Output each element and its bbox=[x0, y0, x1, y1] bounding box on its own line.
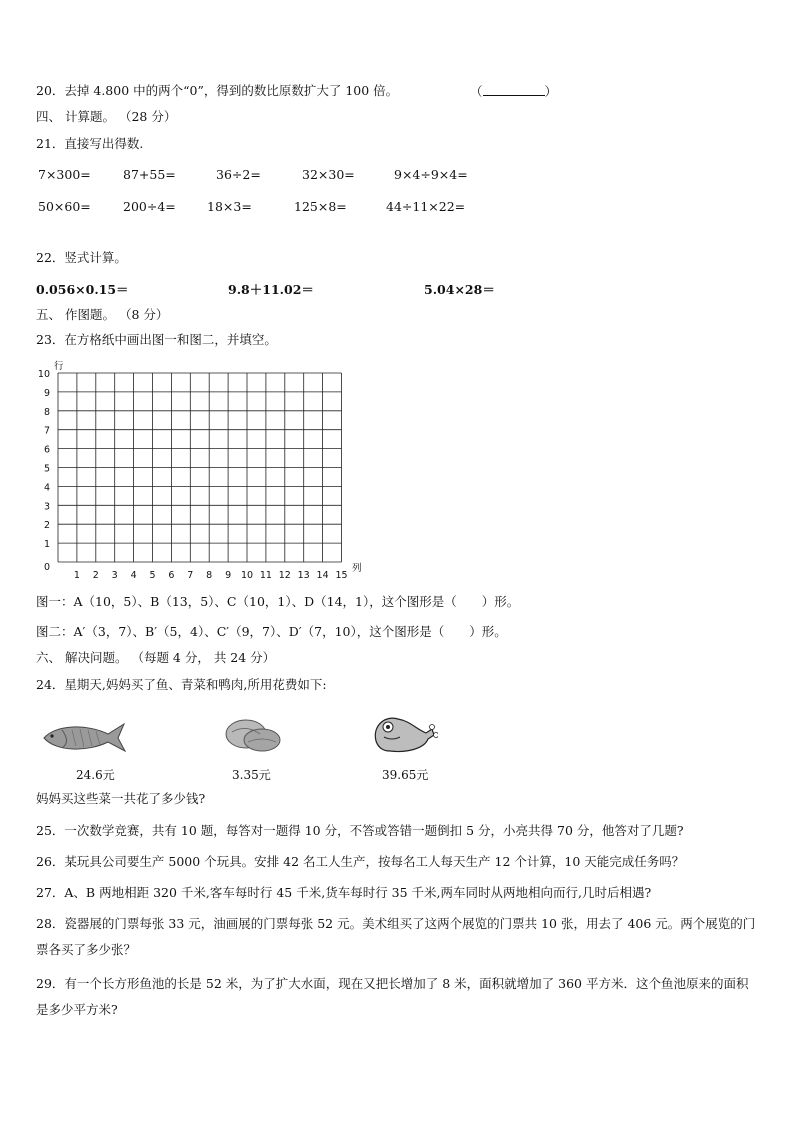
duck-price: 39.65元 bbox=[382, 768, 429, 782]
question-28: 28．瓷器展的门票每张 33 元，油画展的门票每张 52 元。美术组买了这两个展览的门票共 10 张，用去了 406 元。两个展览的门票各买了多少张？ bbox=[36, 916, 756, 957]
y-tick-label: 8 bbox=[43, 406, 50, 418]
x-tick-label: 13 bbox=[297, 570, 310, 578]
x-tick-label: 5 bbox=[149, 570, 156, 578]
question-20-text: 20．去掉 4.800 中的两个“0”，得到的数比原数扩大了 100 倍。 bbox=[36, 83, 399, 98]
calc-item: 50×60= bbox=[38, 199, 91, 214]
cabbage-icon bbox=[222, 712, 284, 754]
question-24-prompt: 24．星期天,妈妈买了鱼、青菜和鸭肉,所用花费如下: bbox=[36, 677, 327, 692]
question-22-prompt: 22．竖式计算。 bbox=[36, 250, 127, 265]
calc-item: 200÷4= bbox=[123, 199, 176, 214]
question-25: 25．一次数学竞赛，共有 10 题，每答对一题得 10 分，不答或答错一题倒扣 5 分，小亮共得 70 分，他答对了几题? bbox=[36, 823, 684, 838]
question-24-question: 妈妈买这些菜一共花了多少钱? bbox=[36, 791, 206, 806]
question-27: 27．A、B 两地相距 320 千米,客车每时行 45 千米,货车每时行 35 千米,两车同时从两地相向而行,几时后相遇? bbox=[36, 885, 652, 900]
question-23-prompt: 23．在方格纸中画出图一和图二，并填空。 bbox=[36, 332, 277, 347]
row-axis-label: 行 bbox=[54, 361, 64, 372]
x-tick-label: 3 bbox=[111, 570, 118, 578]
answer-blank-20[interactable]: （ ） bbox=[470, 84, 558, 99]
question-29: 29．有一个长方形鱼池的长是 52 米，为了扩大水面，现在又把长增加了 8 米，面积就增加了 360 平方米．这个鱼池原来的面积是多少平方米? bbox=[36, 976, 749, 1017]
figure-2-question: 图二：A′（3，7）、B′（5，4）、C′（9，7）、D′（7，10），这个图形是（ ）形。 bbox=[36, 624, 507, 639]
question-26: 26．某玩具公司要生产 5000 个玩具。安排 42 名工人生产，按每名工人每天生产 12 个计算，10 天能完成任务吗？ bbox=[36, 854, 685, 869]
calc-item: 87+55= bbox=[123, 167, 176, 182]
y-tick-label: 6 bbox=[43, 444, 50, 456]
calc-item: 7×300= bbox=[38, 167, 91, 182]
y-tick-labels bbox=[38, 369, 50, 573]
x-tick-label: 2 bbox=[92, 570, 99, 578]
x-tick-label: 11 bbox=[259, 570, 272, 578]
x-tick-label: 12 bbox=[278, 570, 291, 578]
fish-price: 24.6元 bbox=[76, 768, 115, 782]
calc-item: 125×8= bbox=[294, 199, 347, 214]
x-tick-label: 14 bbox=[316, 570, 329, 578]
vertical-calc-item: 9.8＋11.02＝ bbox=[228, 282, 314, 297]
calc-item: 44÷11×22= bbox=[386, 199, 466, 214]
y-tick-label: 1 bbox=[43, 539, 50, 551]
y-tick-label: 10 bbox=[37, 369, 50, 380]
x-tick-label: 1 bbox=[73, 570, 80, 578]
vertical-calc-item: 5.04×28＝ bbox=[424, 282, 495, 297]
x-tick-label: 9 bbox=[225, 570, 232, 578]
section-5-heading: 五、 作图题。 （8 分） bbox=[36, 307, 169, 322]
y-tick-label: 9 bbox=[43, 387, 50, 399]
calc-item: 32×30= bbox=[302, 167, 355, 182]
calc-item: 18×3= bbox=[207, 199, 252, 214]
y-tick-label: 2 bbox=[43, 520, 50, 532]
x-tick-label: 15 bbox=[335, 570, 348, 578]
y-tick-label: 4 bbox=[43, 482, 50, 494]
y-tick-label: 7 bbox=[43, 425, 50, 437]
question-20 bbox=[36, 83, 398, 99]
fish-icon bbox=[38, 718, 128, 756]
calc-item: 9×4÷9×4= bbox=[394, 167, 468, 182]
grid-lines bbox=[58, 373, 342, 562]
y-tick-label: 3 bbox=[43, 501, 50, 513]
question-21-prompt: 21．直接写出得数. bbox=[36, 136, 144, 151]
x-tick-label: 6 bbox=[168, 570, 175, 578]
x-tick-label: 4 bbox=[130, 570, 137, 578]
cabbage-price: 3.35元 bbox=[232, 768, 271, 782]
x-tick-label: 10 bbox=[240, 570, 254, 578]
x-tick-label: 7 bbox=[187, 570, 194, 578]
col-axis-label: 列 bbox=[352, 563, 362, 574]
figure-1-question: 图一：A（10，5）、B（13，5）、C（10，1）、D（14，1），这个图形是（ ）形。 bbox=[36, 594, 520, 609]
vertical-calc-item: 0.056×0.15＝ bbox=[36, 282, 129, 297]
coordinate-grid[interactable] bbox=[30, 356, 380, 578]
x-tick-label: 8 bbox=[206, 570, 213, 578]
x-tick-labels bbox=[74, 570, 348, 578]
y-tick-label: 5 bbox=[43, 463, 50, 475]
section-4-heading: 四、 计算题。 （28 分） bbox=[36, 109, 177, 124]
y-tick-label: 0 bbox=[43, 562, 50, 573]
calc-item: 36÷2= bbox=[216, 167, 261, 182]
duck-icon bbox=[366, 711, 438, 757]
section-6-heading: 六、 解决问题。 （每题 4 分， 共 24 分） bbox=[36, 650, 276, 665]
